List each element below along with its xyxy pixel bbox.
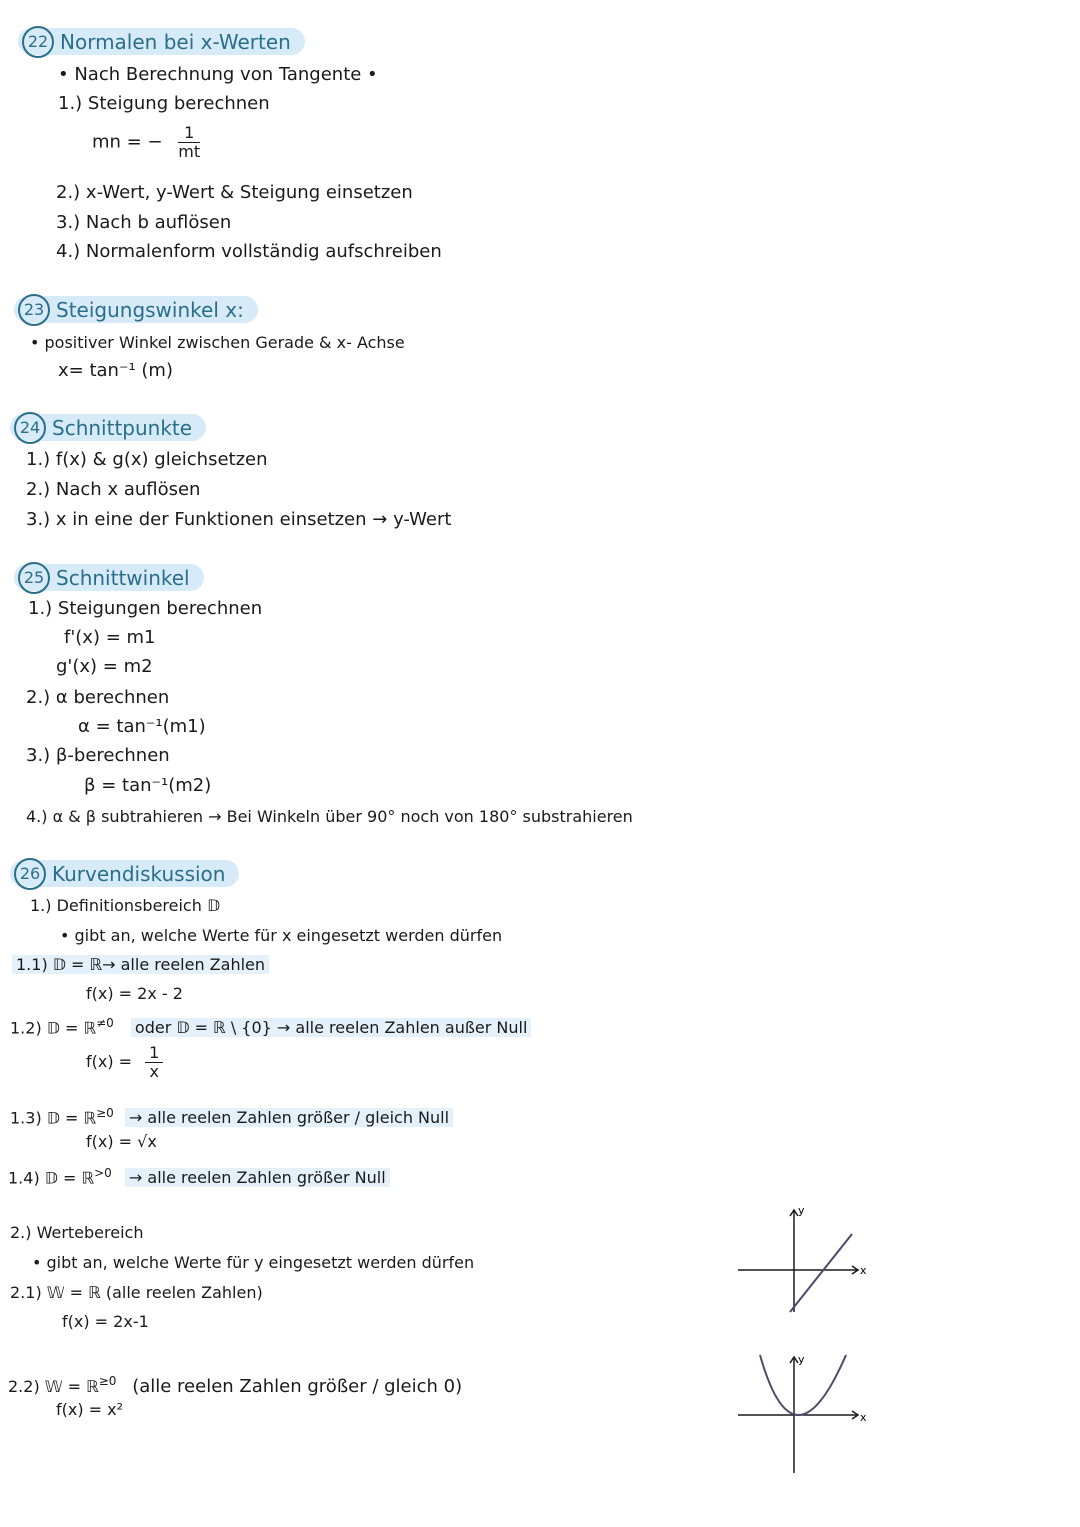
section-number: 22 (22, 26, 54, 58)
formula: β = tan⁻¹(m2) (84, 775, 212, 796)
y-axis-label: y (798, 1353, 805, 1366)
fraction-numerator: 1 (145, 1044, 163, 1063)
x-axis-label: x (860, 1411, 867, 1424)
formula: g'(x) = m2 (56, 656, 153, 677)
domain-label: 1.3) 𝔻 = ℝ (10, 1108, 97, 1128)
superscript: >0 (94, 1166, 112, 1180)
text-line: 1.) f(x) & g(x) gleichsetzen (26, 449, 268, 470)
domain-1-2 (10, 1012, 531, 1039)
section-number: 23 (18, 294, 50, 326)
text-line: 1.) Definitionsbereich 𝔻 (30, 896, 221, 915)
section-25-header (14, 562, 204, 594)
range-label: 2.2) 𝕎 = ℝ (8, 1377, 99, 1396)
section-title: Schnittwinkel (56, 566, 190, 590)
section-number: 25 (18, 562, 50, 594)
section-23-header (14, 294, 258, 326)
formula-label: f(x) = (86, 1052, 133, 1071)
y-axis-label: y (798, 1204, 805, 1217)
function-line (790, 1234, 852, 1312)
parabola-graph (730, 1345, 880, 1480)
formula: f(x) = 2x-1 (62, 1312, 149, 1331)
formula: f(x) = √x (86, 1132, 157, 1151)
x-axis-label: x (860, 1264, 867, 1277)
section-22-header (18, 26, 305, 58)
text-line: 2.) Wertebereich (10, 1223, 144, 1242)
domain-label: 1.2) 𝔻 = ℝ (10, 1018, 97, 1038)
superscript: ≥0 (96, 1106, 114, 1120)
text-line: • gibt an, welche Werte für x eingesetzt werden dürfen (60, 926, 503, 945)
superscript: ≥0 (98, 1374, 117, 1388)
range-2-1: 2.1) 𝕎 = ℝ (alle reelen Zahlen) (10, 1283, 263, 1302)
section-title: Steigungswinkel x: (56, 298, 244, 322)
formula: f(x) = x² (56, 1400, 124, 1419)
highlighted-text: → alle reelen Zahlen größer Null (125, 1168, 390, 1187)
range-2-2 (8, 1370, 462, 1398)
section-number: 24 (14, 412, 46, 444)
fraction (145, 1044, 163, 1081)
superscript: ≠0 (96, 1016, 114, 1030)
linear-graph (730, 1200, 880, 1320)
domain-label: 1.4) 𝔻 = ℝ (8, 1168, 95, 1188)
highlighted-text: → alle reelen Zahlen größer / gleich Null (125, 1108, 453, 1127)
formula-1-over-x (86, 1044, 163, 1081)
text-line: 4.) Normalenform vollständig aufschreiben (56, 241, 442, 262)
text-line: • gibt an, welche Werte für y eingesetzt werden dürfen (32, 1253, 475, 1272)
formula: α = tan⁻¹(m1) (78, 716, 206, 737)
section-26-header (10, 858, 239, 890)
text-line: 3.) Nach b auflösen (56, 212, 232, 233)
formula-label: mn = − (92, 131, 163, 153)
formula: f(x) = 2x - 2 (86, 984, 183, 1003)
text-line: 3.) x in eine der Funktionen einsetzen → y-Wert (26, 509, 452, 530)
text-line: 4.) α & β subtrahieren → Bei Winkeln über 90° noch von 180° substrahieren (26, 807, 633, 826)
highlighted-text: 1.1) 𝔻 = ℝ→ alle reelen Zahlen (12, 955, 269, 974)
fraction-denominator: mt (178, 142, 201, 161)
text-line: 2.) x-Wert, y-Wert & Steigung einsetzen (56, 182, 413, 203)
fraction-numerator: 1 (178, 124, 200, 143)
formula: f'(x) = m1 (64, 627, 156, 648)
text-line: • Nach Berechnung von Tangente • (58, 64, 378, 85)
domain-1-3 (10, 1102, 453, 1129)
text-line: 2.) α berechnen (26, 687, 170, 708)
formula-mn (92, 124, 200, 161)
section-title: Normalen bei x-Werten (60, 30, 291, 54)
section-title: Kurvendiskussion (52, 862, 226, 886)
domain-1-4 (8, 1162, 390, 1189)
text-line: 1.) Steigung berechnen (58, 93, 270, 114)
fraction-denominator: x (149, 1062, 159, 1081)
fraction (178, 124, 200, 161)
range-description: (alle reelen Zahlen größer / gleich 0) (132, 1376, 463, 1397)
text-line: 2.) Nach x auflösen (26, 479, 201, 500)
section-number: 26 (14, 858, 46, 890)
formula: x= tan⁻¹ (m) (58, 360, 173, 381)
highlighted-text: oder 𝔻 = ℝ \ {0} → alle reelen Zahlen außer Null (131, 1018, 532, 1037)
text-line: 1.) Steigungen berechnen (28, 598, 263, 619)
domain-1-1 (12, 954, 269, 976)
text-line: • positiver Winkel zwischen Gerade & x- Achse (30, 333, 405, 352)
section-title: Schnittpunkte (52, 416, 193, 440)
section-24-header (10, 412, 206, 444)
text-line: 3.) β-berechnen (26, 745, 170, 766)
